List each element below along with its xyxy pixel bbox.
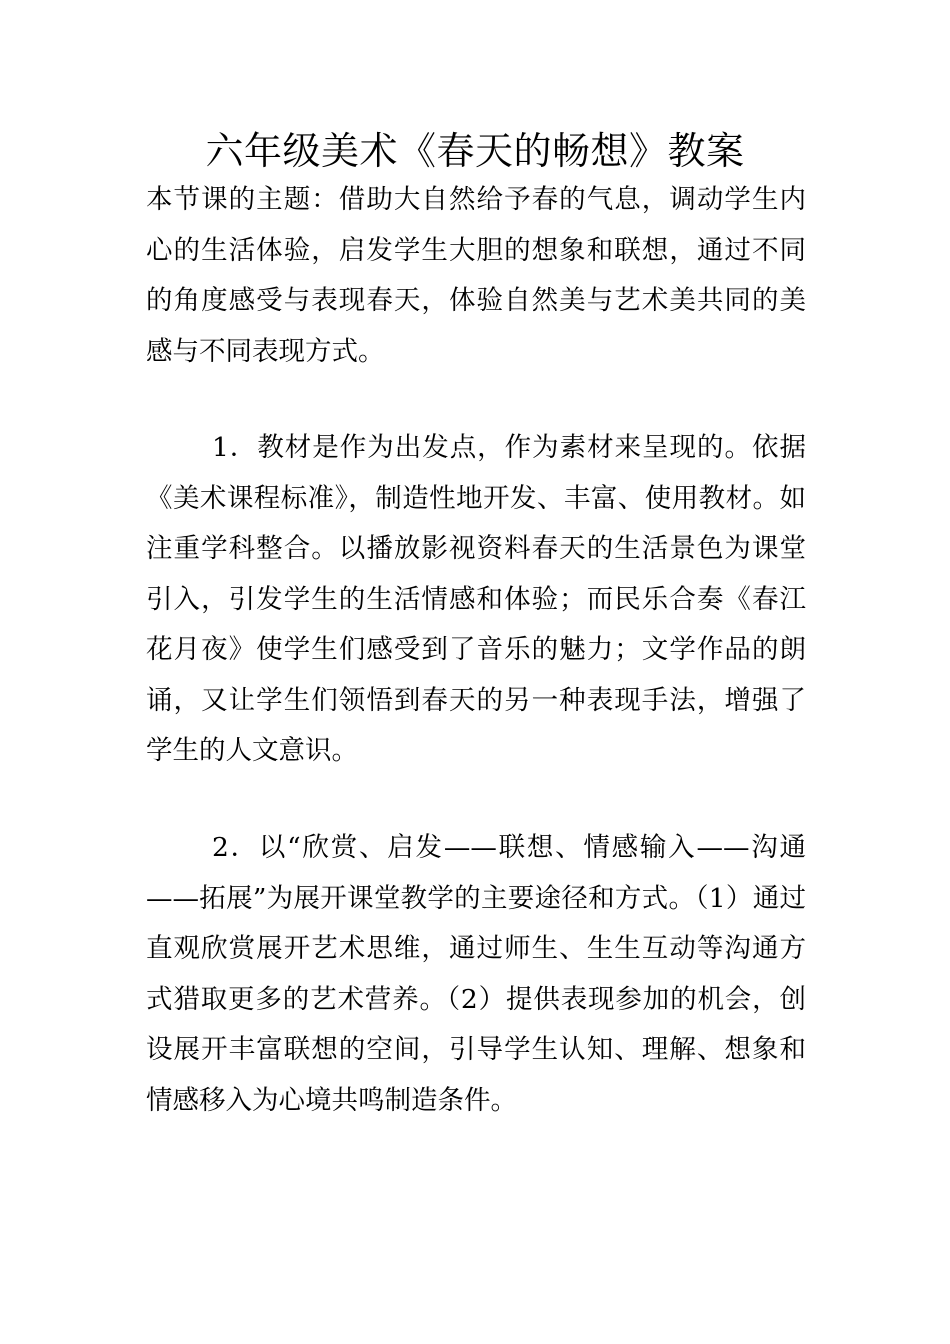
document-title: 六年级美术《春天的畅想》教案 — [205, 129, 745, 173]
point-two-paragraph: 2．以“欣赏、启发——联想、情感输入——沟通——拓展”为展开课堂教学的主要途径和方式。（1）通过直观欣赏展开艺术思维，通过师生、生生互动等沟通方式猎取更多的艺术营养。（2）提供表现参加的机会，创设展开丰富联想的空间，引导学生认知、理解、想象和情感移入为心境共鸣制造条件。 — [146, 832, 806, 1116]
point-one-paragraph: 1．教材是作为出发点，作为素材来呈现的。依据《美术课程标准》，制造性地开发、丰富、使用教材。如注重学科整合。以播放影视资料春天的生活景色为课堂引入，引发学生的生活情感和体验；而民乐合奏《春江花月夜》使学生们感受到了音乐的魅力；文学作品的朗诵，又让学生们领悟到春天的另一种表现手法，增强了学生的人文意识。 — [146, 432, 806, 766]
intro-paragraph: 本节课的主题：借助大自然给予春的气息，调动学生内心的生活体验，启发学生大胆的想象和联想，通过不同的角度感受与表现春天，体验自然美与艺术美共同的美感与不同表现方式。 — [146, 184, 806, 367]
